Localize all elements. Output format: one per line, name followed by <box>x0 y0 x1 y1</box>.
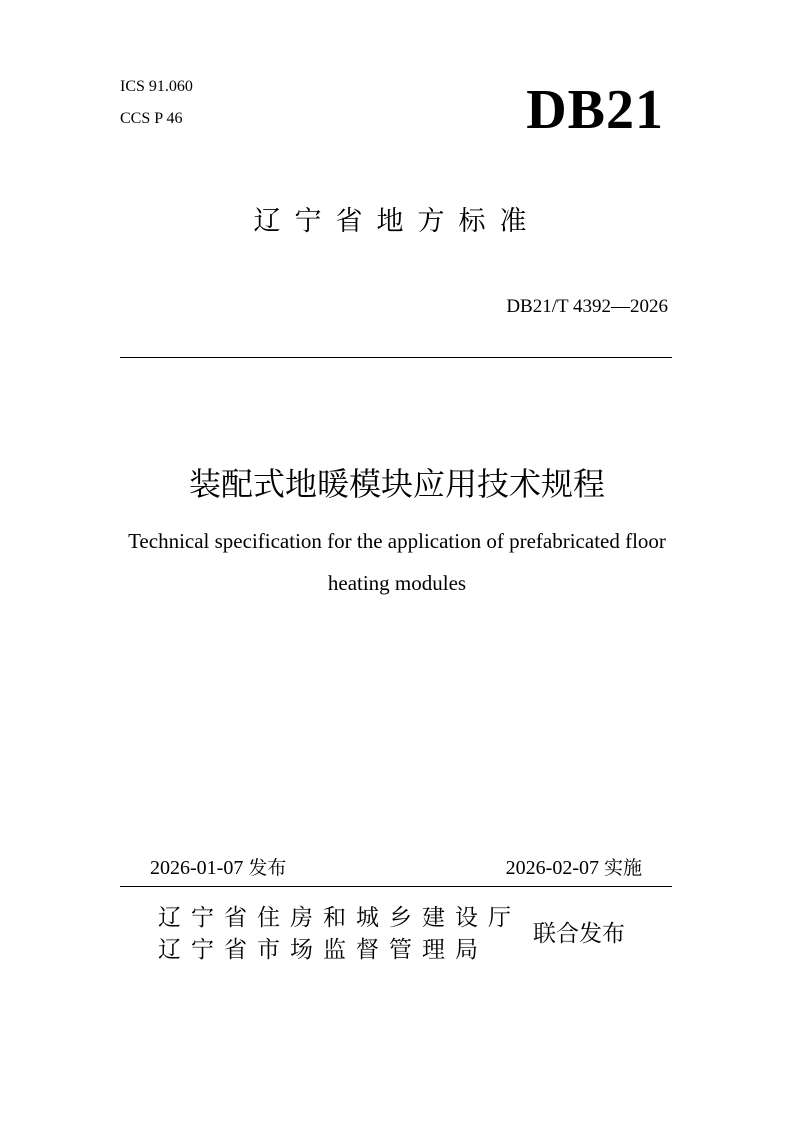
ccs-code: CCS P 46 <box>120 110 183 127</box>
document-title-chinese: 装配式地暖模块应用技术规程 <box>188 465 605 503</box>
joint-issue-label: 联合发布 <box>533 921 625 947</box>
ics-code: ICS 91.060 <box>120 78 193 95</box>
document-title-english <box>0 520 794 604</box>
issue-date <box>150 855 286 881</box>
bottom-divider <box>120 886 672 887</box>
issue-date-label: 发布 <box>248 857 287 879</box>
issue-date-value: 2026-01-07 <box>150 857 244 879</box>
title-english-line-1: Technical specification for the application of prefabricated floor <box>128 529 666 553</box>
standard-number: DB21/T 4392—2026 <box>506 296 668 317</box>
issuer-housing-department: 辽宁省住房和城乡建设厅 <box>158 905 521 931</box>
standard-logo: DB21 <box>526 79 664 141</box>
standard-type-heading: 辽宁省地方标准 <box>253 206 541 237</box>
implementation-date-label: 实施 <box>603 857 642 879</box>
top-divider <box>120 357 672 358</box>
title-english-line-2: heating modules <box>327 571 467 595</box>
issuer-market-regulation: 辽宁省市场监督管理局 <box>158 937 488 963</box>
implementation-date-value: 2026-02-07 <box>505 857 599 879</box>
implementation-date <box>506 855 642 881</box>
